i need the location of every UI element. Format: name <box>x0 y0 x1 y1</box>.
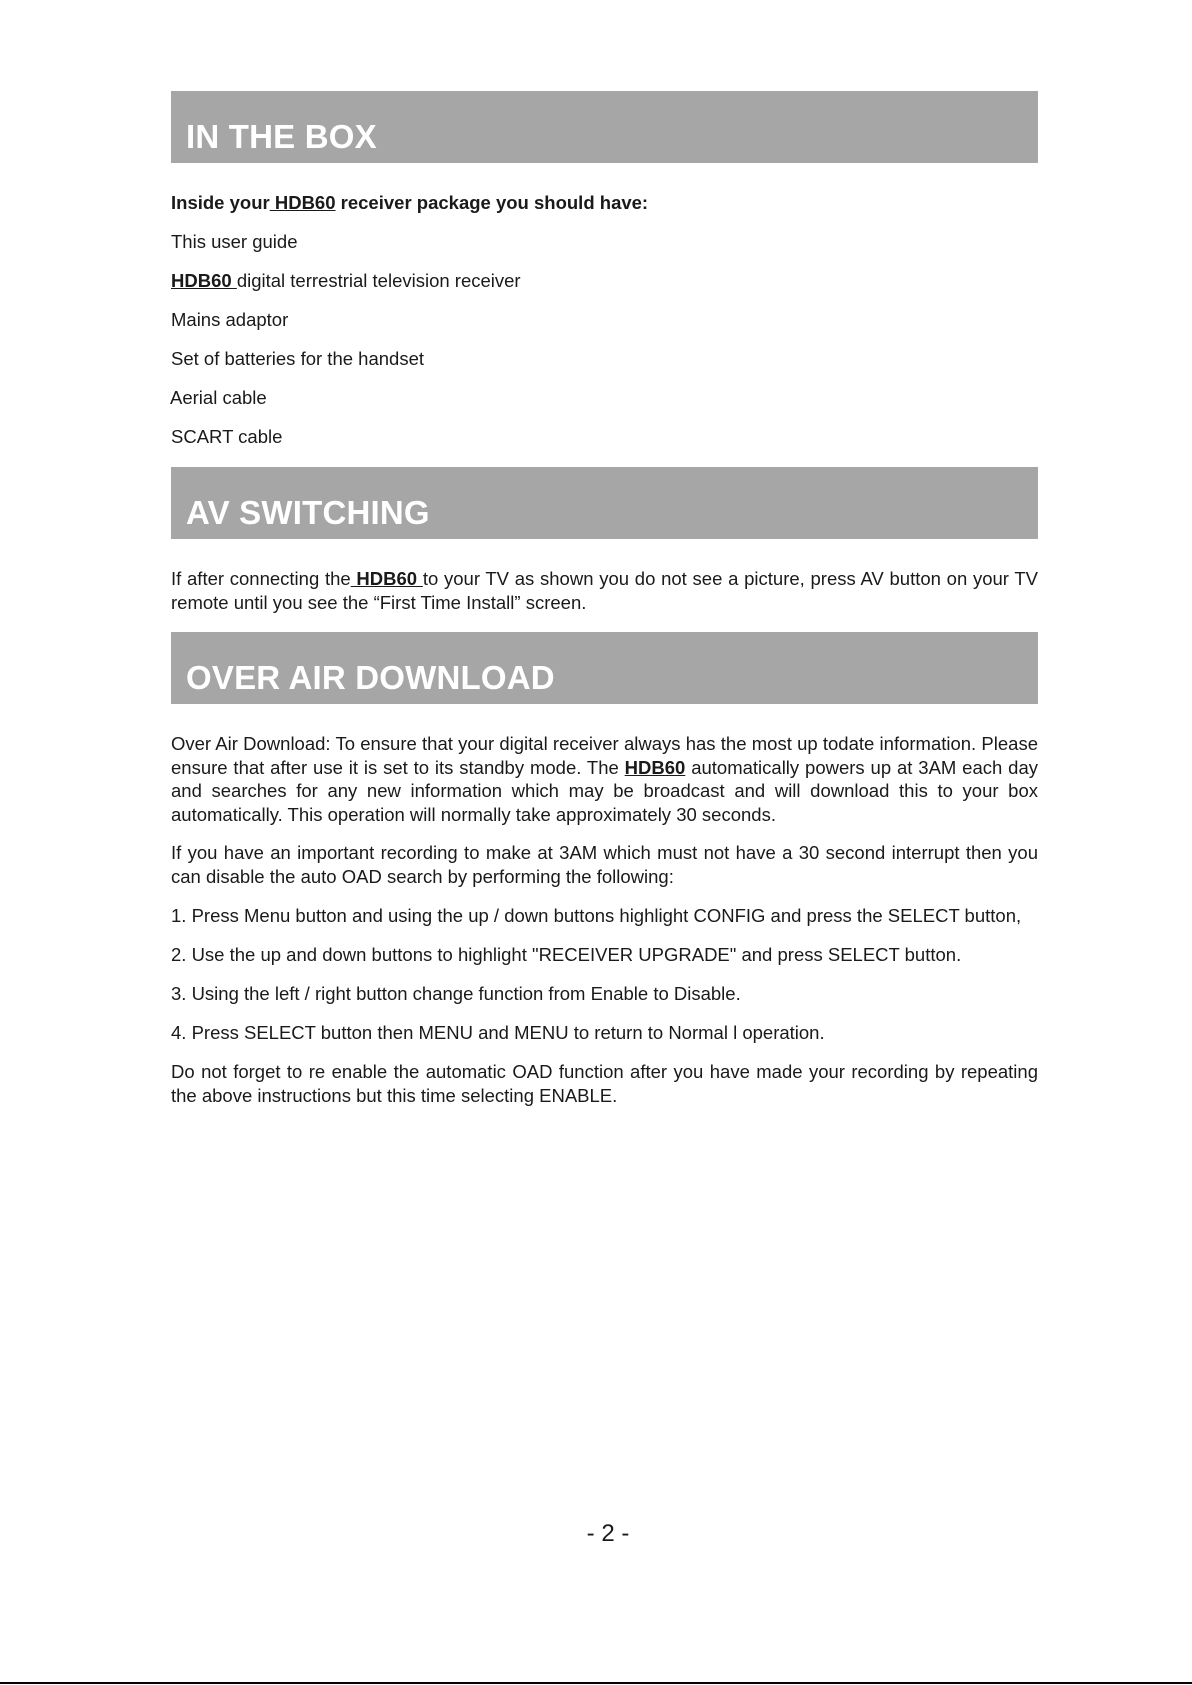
list-item-receiver <box>171 269 521 292</box>
list-item-mains-adaptor: Mains adaptor <box>171 309 289 330</box>
page-number: - 2 - <box>586 1520 630 1547</box>
oad-step-1: 1. Press Menu button and using the up / down buttons highlight CONFIG and press the SELECT button, <box>171 905 1022 926</box>
oad-step-3: 3. Using the left / right button change function from Enable to Disable. <box>171 983 741 1004</box>
section-title: OVER AIR DOWNLOAD <box>186 659 555 696</box>
section-header-over-air-download <box>171 632 1038 704</box>
list-item-receiver-text: digital terrestrial television receiver <box>236 270 521 291</box>
product-name: HDB60 <box>171 270 237 291</box>
oad-step-4: 4. Press SELECT button then MENU and MENU to return to Normal l operation. <box>171 1022 825 1043</box>
oad-paragraph-3: Do not forget to re enable the automatic OAD function after you have made your recording by repeating the above instructions but this time selecting ENABLE. <box>171 1061 1038 1106</box>
product-name: HDB60 <box>624 756 686 778</box>
product-name: HDB60 <box>269 192 336 213</box>
list-item-user-guide: This user guide <box>171 231 298 252</box>
section-title: IN THE BOX <box>186 118 377 155</box>
list-item-batteries: Set of batteries for the handset <box>171 348 424 369</box>
intro-text-pre: Inside your <box>171 192 270 213</box>
product-name: HDB60 <box>350 568 423 589</box>
section-header-av-switching <box>171 467 1038 539</box>
oad-paragraph-1 <box>171 732 1038 826</box>
oad-p1-pre: Over Air Download: To ensure that your digital receiver always has the most up todate information. Please ensure that after use it is set to its standby mode. The <box>171 733 1038 778</box>
section-title: AV SWITCHING <box>186 494 430 531</box>
intro-text-post: receiver package you should have: <box>335 192 649 213</box>
list-item-aerial-cable: Aerial cable <box>170 387 267 408</box>
oad-paragraph-2: If you have an important recording to make at 3AM which must not have a 30 second interrupt then you can disable the auto OAD search by performing the following: <box>171 842 1038 887</box>
section-header-in-the-box <box>171 91 1038 163</box>
av-switching-paragraph <box>171 567 1038 614</box>
av-text-post: to your TV as shown you do not see a picture, press AV button on your TV remote until you see the “First Time Install” screen. <box>171 568 1038 613</box>
bottom-rule <box>0 1682 1192 1684</box>
list-item-scart-cable: SCART cable <box>171 426 283 447</box>
in-the-box-intro <box>171 191 648 214</box>
oad-p1-post: automatically powers up at 3AM each day and searches for any new information which may be broadcast and will download this to your box automatically. This operation will normally take approximately 30 seconds. <box>171 756 1038 825</box>
oad-step-2: 2. Use the up and down buttons to highlight "RECEIVER UPGRADE" and press SELECT button. <box>171 944 962 965</box>
av-text-pre: If after connecting the <box>171 568 351 589</box>
